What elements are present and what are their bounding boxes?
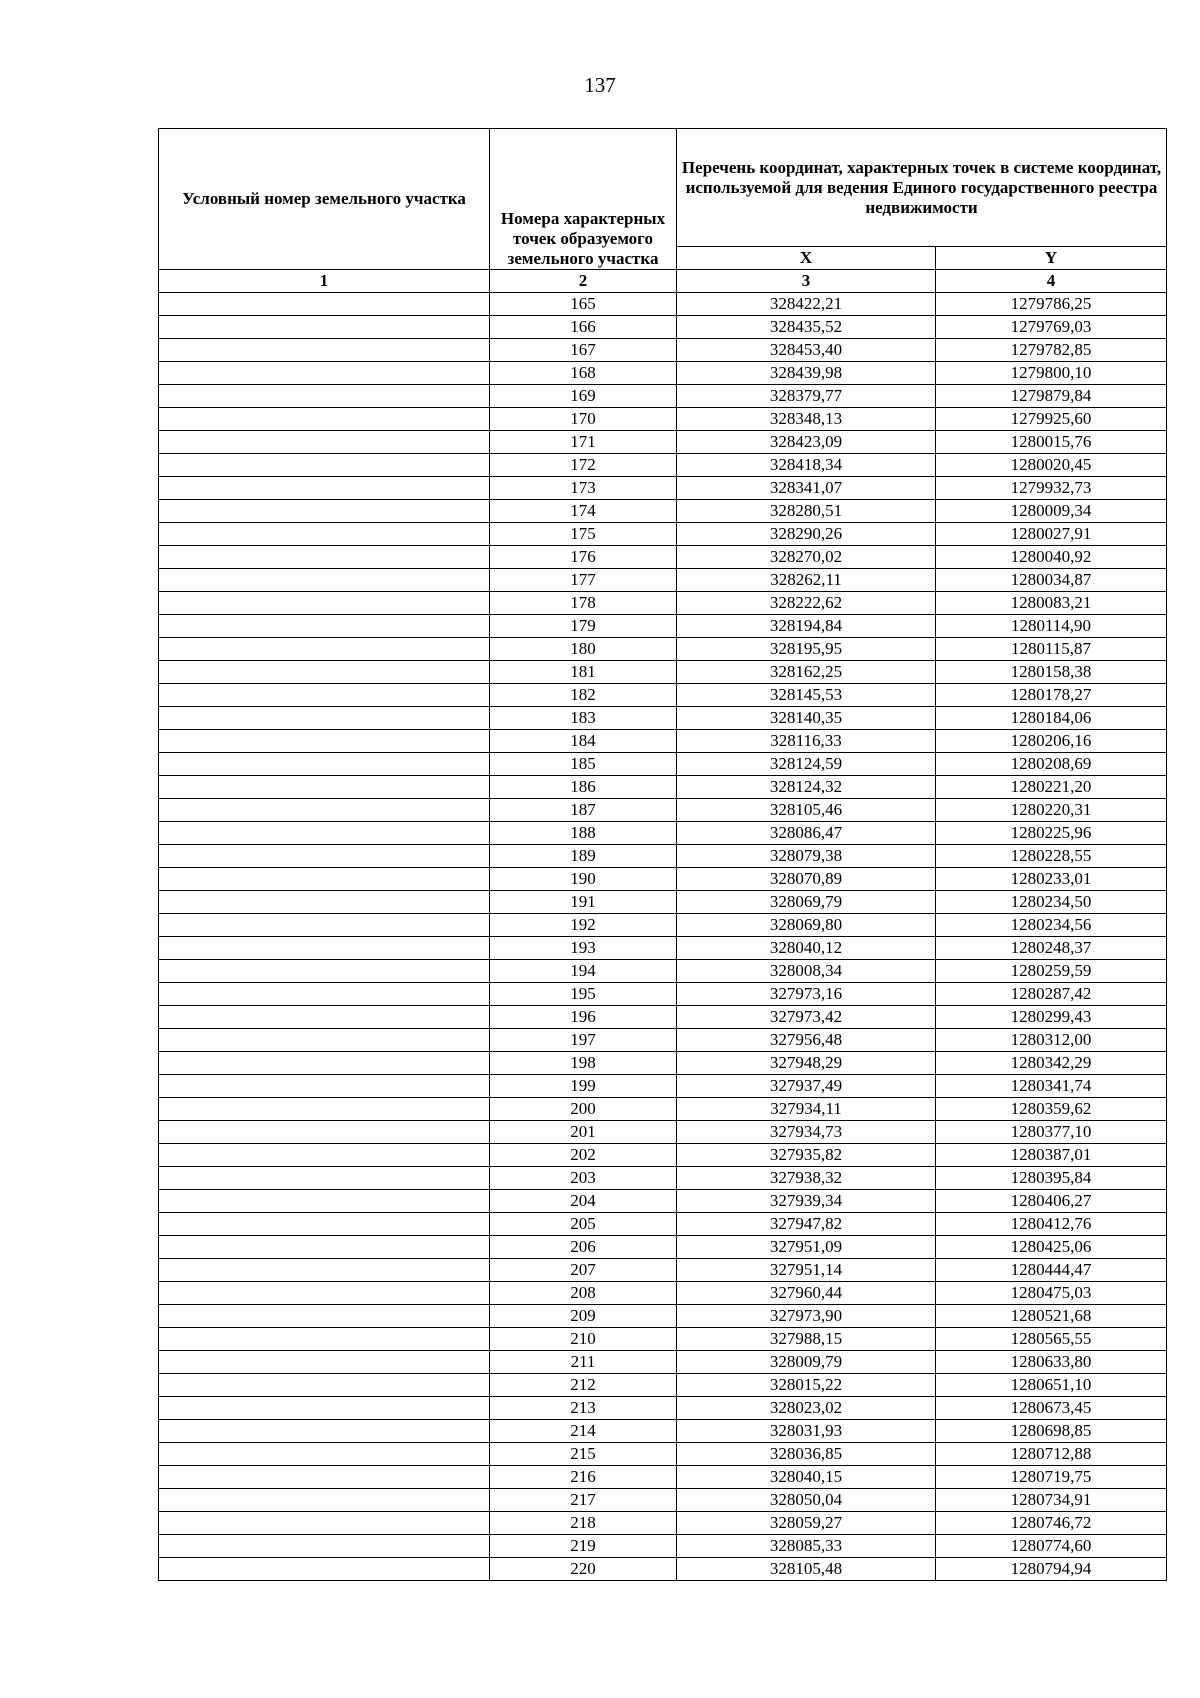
cell-plot-number: [159, 316, 490, 339]
cell-y: 1280220,31: [936, 799, 1167, 822]
coordinates-table: [158, 128, 1167, 1581]
table-row: [159, 822, 1167, 845]
cell-plot-number: [159, 569, 490, 592]
cell-plot-number: [159, 1558, 490, 1581]
table-row: [159, 730, 1167, 753]
cell-x: 328105,48: [677, 1558, 936, 1581]
cell-point-number: 177: [490, 569, 677, 592]
table-row: [159, 868, 1167, 891]
cell-x: 327956,48: [677, 1029, 936, 1052]
cell-x: 328031,93: [677, 1420, 936, 1443]
cell-plot-number: [159, 661, 490, 684]
cell-point-number: 206: [490, 1236, 677, 1259]
cell-plot-number: [159, 1489, 490, 1512]
cell-point-number: 187: [490, 799, 677, 822]
header-plot-number: Условный номер земельного участка: [159, 129, 490, 270]
table-row: [159, 569, 1167, 592]
cell-point-number: 180: [490, 638, 677, 661]
cell-y: 1280719,75: [936, 1466, 1167, 1489]
header-x: X: [677, 247, 936, 270]
column-number: 4: [936, 270, 1167, 293]
table-row: [159, 1443, 1167, 1466]
table-row: [159, 1420, 1167, 1443]
table-row: [159, 707, 1167, 730]
cell-y: 1280020,45: [936, 454, 1167, 477]
header-point-numbers: [490, 129, 677, 270]
cell-point-number: 186: [490, 776, 677, 799]
cell-plot-number: [159, 431, 490, 454]
table-row: [159, 592, 1167, 615]
header-row: [159, 129, 1167, 247]
table-row: [159, 316, 1167, 339]
cell-x: 328262,11: [677, 569, 936, 592]
cell-plot-number: [159, 1374, 490, 1397]
cell-y: 1280395,84: [936, 1167, 1167, 1190]
cell-point-number: 204: [490, 1190, 677, 1213]
cell-point-number: 210: [490, 1328, 677, 1351]
cell-point-number: 179: [490, 615, 677, 638]
table-row: [159, 776, 1167, 799]
cell-plot-number: [159, 776, 490, 799]
table-row: [159, 1213, 1167, 1236]
cell-y: 1280259,59: [936, 960, 1167, 983]
table-row: [159, 1144, 1167, 1167]
cell-plot-number: [159, 1466, 490, 1489]
cell-plot-number: [159, 454, 490, 477]
cell-y: 1279786,25: [936, 293, 1167, 316]
table-row: [159, 960, 1167, 983]
cell-x: 328105,46: [677, 799, 936, 822]
cell-x: 328341,07: [677, 477, 936, 500]
cell-x: 327973,16: [677, 983, 936, 1006]
cell-plot-number: [159, 1259, 490, 1282]
table-row: [159, 362, 1167, 385]
cell-y: 1280233,01: [936, 868, 1167, 891]
cell-plot-number: [159, 362, 490, 385]
cell-x: 328059,27: [677, 1512, 936, 1535]
cell-plot-number: [159, 1305, 490, 1328]
cell-y: 1280406,27: [936, 1190, 1167, 1213]
cell-point-number: 214: [490, 1420, 677, 1443]
cell-point-number: 168: [490, 362, 677, 385]
cell-point-number: 201: [490, 1121, 677, 1144]
cell-x: 327935,82: [677, 1144, 936, 1167]
cell-x: 327948,29: [677, 1052, 936, 1075]
cell-plot-number: [159, 1213, 490, 1236]
cell-plot-number: [159, 1075, 490, 1098]
table-row: [159, 891, 1167, 914]
cell-y: 1280040,92: [936, 546, 1167, 569]
table-row: [159, 1236, 1167, 1259]
table-row: [159, 1190, 1167, 1213]
cell-x: 328040,12: [677, 937, 936, 960]
cell-point-number: 219: [490, 1535, 677, 1558]
cell-point-number: 216: [490, 1466, 677, 1489]
cell-y: 1280341,74: [936, 1075, 1167, 1098]
cell-x: 327937,49: [677, 1075, 936, 1098]
cell-y: 1280359,62: [936, 1098, 1167, 1121]
table-row: [159, 1167, 1167, 1190]
cell-x: 328439,98: [677, 362, 936, 385]
cell-point-number: 205: [490, 1213, 677, 1236]
cell-plot-number: [159, 1236, 490, 1259]
cell-y: 1280287,42: [936, 983, 1167, 1006]
table-row: [159, 661, 1167, 684]
cell-y: 1280225,96: [936, 822, 1167, 845]
cell-y: 1280114,90: [936, 615, 1167, 638]
cell-plot-number: [159, 1098, 490, 1121]
cell-plot-number: [159, 1535, 490, 1558]
cell-point-number: 198: [490, 1052, 677, 1075]
cell-plot-number: [159, 1167, 490, 1190]
cell-x: 327951,14: [677, 1259, 936, 1282]
cell-x: 327947,82: [677, 1213, 936, 1236]
cell-point-number: 194: [490, 960, 677, 983]
table-row: [159, 1351, 1167, 1374]
cell-point-number: 212: [490, 1374, 677, 1397]
cell-y: 1280387,01: [936, 1144, 1167, 1167]
cell-point-number: 181: [490, 661, 677, 684]
cell-point-number: 174: [490, 500, 677, 523]
cell-x: 328040,15: [677, 1466, 936, 1489]
table-row: [159, 1282, 1167, 1305]
cell-x: 327939,34: [677, 1190, 936, 1213]
cell-x: 328453,40: [677, 339, 936, 362]
cell-y: 1280184,06: [936, 707, 1167, 730]
cell-point-number: 215: [490, 1443, 677, 1466]
cell-y: 1280746,72: [936, 1512, 1167, 1535]
cell-y: 1280425,06: [936, 1236, 1167, 1259]
cell-point-number: 196: [490, 1006, 677, 1029]
cell-x: 328194,84: [677, 615, 936, 638]
cell-point-number: 203: [490, 1167, 677, 1190]
cell-x: 328086,47: [677, 822, 936, 845]
cell-y: 1280651,10: [936, 1374, 1167, 1397]
cell-x: 328348,13: [677, 408, 936, 431]
table-row: [159, 1397, 1167, 1420]
cell-plot-number: [159, 799, 490, 822]
cell-point-number: 189: [490, 845, 677, 868]
cell-x: 328290,26: [677, 523, 936, 546]
cell-y: 1280158,38: [936, 661, 1167, 684]
table-row: [159, 500, 1167, 523]
table-row: [159, 937, 1167, 960]
table-row: [159, 638, 1167, 661]
cell-plot-number: [159, 477, 490, 500]
cell-y: 1279925,60: [936, 408, 1167, 431]
cell-plot-number: [159, 1029, 490, 1052]
cell-y: 1280712,88: [936, 1443, 1167, 1466]
cell-x: 327951,09: [677, 1236, 936, 1259]
cell-plot-number: [159, 523, 490, 546]
cell-point-number: 172: [490, 454, 677, 477]
cell-point-number: 209: [490, 1305, 677, 1328]
cell-y: 1280312,00: [936, 1029, 1167, 1052]
cell-plot-number: [159, 707, 490, 730]
cell-y: 1280228,55: [936, 845, 1167, 868]
cell-x: 328069,80: [677, 914, 936, 937]
cell-y: 1280342,29: [936, 1052, 1167, 1075]
cell-x: 328023,02: [677, 1397, 936, 1420]
table-row: [159, 408, 1167, 431]
cell-point-number: 171: [490, 431, 677, 454]
cell-y: 1280521,68: [936, 1305, 1167, 1328]
cell-plot-number: [159, 1328, 490, 1351]
cell-y: 1280015,76: [936, 431, 1167, 454]
cell-point-number: 208: [490, 1282, 677, 1305]
cell-plot-number: [159, 1420, 490, 1443]
cell-y: 1280444,47: [936, 1259, 1167, 1282]
cell-point-number: 211: [490, 1351, 677, 1374]
cell-point-number: 192: [490, 914, 677, 937]
table-row: [159, 1466, 1167, 1489]
table-row: [159, 914, 1167, 937]
cell-y: 1280475,03: [936, 1282, 1167, 1305]
cell-y: 1280034,87: [936, 569, 1167, 592]
cell-point-number: 202: [490, 1144, 677, 1167]
column-number: 1: [159, 270, 490, 293]
cell-point-number: 184: [490, 730, 677, 753]
cell-x: 327938,32: [677, 1167, 936, 1190]
cell-x: 328009,79: [677, 1351, 936, 1374]
column-number: 3: [677, 270, 936, 293]
table-row: [159, 845, 1167, 868]
cell-y: 1280794,94: [936, 1558, 1167, 1581]
cell-y: 1279769,03: [936, 316, 1167, 339]
table-row: [159, 1006, 1167, 1029]
cell-y: 1280208,69: [936, 753, 1167, 776]
cell-plot-number: [159, 1443, 490, 1466]
cell-point-number: 176: [490, 546, 677, 569]
cell-x: 328069,79: [677, 891, 936, 914]
cell-x: 328270,02: [677, 546, 936, 569]
table-row: [159, 983, 1167, 1006]
table-row: [159, 1558, 1167, 1581]
cell-y: 1280221,20: [936, 776, 1167, 799]
cell-plot-number: [159, 845, 490, 868]
cell-plot-number: [159, 753, 490, 776]
cell-y: 1279932,73: [936, 477, 1167, 500]
cell-point-number: 173: [490, 477, 677, 500]
table-row: [159, 684, 1167, 707]
cell-plot-number: [159, 891, 490, 914]
cell-plot-number: [159, 1351, 490, 1374]
table-row: [159, 1098, 1167, 1121]
cell-plot-number: [159, 293, 490, 316]
cell-point-number: 183: [490, 707, 677, 730]
table-row: [159, 454, 1167, 477]
cell-point-number: 207: [490, 1259, 677, 1282]
table-row: [159, 1052, 1167, 1075]
cell-x: 327988,15: [677, 1328, 936, 1351]
cell-y: 1280377,10: [936, 1121, 1167, 1144]
table-row: [159, 1029, 1167, 1052]
cell-y: 1280027,91: [936, 523, 1167, 546]
table-header: [159, 129, 1167, 293]
table-row: [159, 1489, 1167, 1512]
column-number: 2: [490, 270, 677, 293]
cell-y: 1280178,27: [936, 684, 1167, 707]
table-row: [159, 1259, 1167, 1282]
table-row: [159, 523, 1167, 546]
cell-point-number: 193: [490, 937, 677, 960]
cell-x: 327934,73: [677, 1121, 936, 1144]
table-row: [159, 753, 1167, 776]
cell-x: 328079,38: [677, 845, 936, 868]
cell-y: 1280299,43: [936, 1006, 1167, 1029]
cell-y: 1280234,56: [936, 914, 1167, 937]
table-row: [159, 1075, 1167, 1098]
cell-plot-number: [159, 1512, 490, 1535]
table-row: [159, 1535, 1167, 1558]
cell-y: 1279879,84: [936, 385, 1167, 408]
cell-x: 327973,42: [677, 1006, 936, 1029]
cell-plot-number: [159, 822, 490, 845]
cell-y: 1280412,76: [936, 1213, 1167, 1236]
cell-plot-number: [159, 1190, 490, 1213]
cell-x: 328015,22: [677, 1374, 936, 1397]
cell-point-number: 185: [490, 753, 677, 776]
cell-x: 328085,33: [677, 1535, 936, 1558]
cell-point-number: 200: [490, 1098, 677, 1121]
table-row: [159, 799, 1167, 822]
cell-plot-number: [159, 1121, 490, 1144]
cell-plot-number: [159, 1144, 490, 1167]
cell-plot-number: [159, 500, 490, 523]
column-numbers-row: [159, 270, 1167, 293]
cell-point-number: 188: [490, 822, 677, 845]
cell-plot-number: [159, 684, 490, 707]
table-row: [159, 615, 1167, 638]
cell-x: 328124,32: [677, 776, 936, 799]
cell-x: 328222,62: [677, 592, 936, 615]
cell-plot-number: [159, 983, 490, 1006]
table-row: [159, 1328, 1167, 1351]
cell-y: 1279782,85: [936, 339, 1167, 362]
cell-point-number: 166: [490, 316, 677, 339]
cell-point-number: 167: [490, 339, 677, 362]
cell-point-number: 191: [490, 891, 677, 914]
cell-x: 328124,59: [677, 753, 936, 776]
cell-plot-number: [159, 546, 490, 569]
cell-plot-number: [159, 937, 490, 960]
cell-y: 1280565,55: [936, 1328, 1167, 1351]
cell-x: 328070,89: [677, 868, 936, 891]
cell-x: 328423,09: [677, 431, 936, 454]
cell-y: 1280734,91: [936, 1489, 1167, 1512]
cell-y: 1280206,16: [936, 730, 1167, 753]
cell-x: 327960,44: [677, 1282, 936, 1305]
cell-plot-number: [159, 730, 490, 753]
cell-x: 328140,35: [677, 707, 936, 730]
cell-point-number: 195: [490, 983, 677, 1006]
cell-point-number: 169: [490, 385, 677, 408]
table-row: [159, 339, 1167, 362]
cell-point-number: 217: [490, 1489, 677, 1512]
table-row: [159, 1512, 1167, 1535]
cell-plot-number: [159, 638, 490, 661]
cell-plot-number: [159, 1397, 490, 1420]
cell-y: 1279800,10: [936, 362, 1167, 385]
cell-x: 328145,53: [677, 684, 936, 707]
cell-plot-number: [159, 339, 490, 362]
cell-plot-number: [159, 592, 490, 615]
cell-plot-number: [159, 960, 490, 983]
cell-x: 328116,33: [677, 730, 936, 753]
table-row: [159, 1374, 1167, 1397]
cell-point-number: 175: [490, 523, 677, 546]
cell-point-number: 165: [490, 293, 677, 316]
cell-x: 328379,77: [677, 385, 936, 408]
header-y: Y: [936, 247, 1167, 270]
cell-y: 1280673,45: [936, 1397, 1167, 1420]
cell-x: 328280,51: [677, 500, 936, 523]
cell-point-number: 178: [490, 592, 677, 615]
table-row: [159, 293, 1167, 316]
cell-point-number: 197: [490, 1029, 677, 1052]
table-row: [159, 431, 1167, 454]
cell-x: 328008,34: [677, 960, 936, 983]
cell-point-number: 213: [490, 1397, 677, 1420]
cell-point-number: 190: [490, 868, 677, 891]
cell-plot-number: [159, 385, 490, 408]
cell-plot-number: [159, 1052, 490, 1075]
table-row: [159, 477, 1167, 500]
cell-x: 328418,34: [677, 454, 936, 477]
header-coordinates-list: Перечень координат, характерных точек в системе координат, используемой для ведения Единого государственного реестра недвижимости: [677, 129, 1167, 247]
cell-plot-number: [159, 1006, 490, 1029]
table-row: [159, 385, 1167, 408]
cell-point-number: 218: [490, 1512, 677, 1535]
cell-y: 1280083,21: [936, 592, 1167, 615]
cell-point-number: 220: [490, 1558, 677, 1581]
cell-y: 1280698,85: [936, 1420, 1167, 1443]
cell-plot-number: [159, 615, 490, 638]
cell-plot-number: [159, 868, 490, 891]
table-body: [159, 293, 1167, 1581]
table-row: [159, 1305, 1167, 1328]
cell-x: 327934,11: [677, 1098, 936, 1121]
cell-y: 1280248,37: [936, 937, 1167, 960]
cell-y: 1280234,50: [936, 891, 1167, 914]
cell-plot-number: [159, 1282, 490, 1305]
cell-point-number: 199: [490, 1075, 677, 1098]
cell-point-number: 170: [490, 408, 677, 431]
cell-y: 1280633,80: [936, 1351, 1167, 1374]
cell-x: 328195,95: [677, 638, 936, 661]
cell-x: 328422,21: [677, 293, 936, 316]
cell-y: 1280115,87: [936, 638, 1167, 661]
cell-x: 328162,25: [677, 661, 936, 684]
cell-y: 1280009,34: [936, 500, 1167, 523]
cell-x: 327973,90: [677, 1305, 936, 1328]
header-point-numbers-label: Номера характерных точек образуемого земельного участка: [500, 209, 666, 268]
cell-point-number: 182: [490, 684, 677, 707]
cell-y: 1280774,60: [936, 1535, 1167, 1558]
table-row: [159, 1121, 1167, 1144]
table-row: [159, 546, 1167, 569]
page-number: 137: [584, 73, 616, 97]
cell-x: 328435,52: [677, 316, 936, 339]
cell-x: 328050,04: [677, 1489, 936, 1512]
cell-plot-number: [159, 914, 490, 937]
cell-x: 328036,85: [677, 1443, 936, 1466]
cell-plot-number: [159, 408, 490, 431]
